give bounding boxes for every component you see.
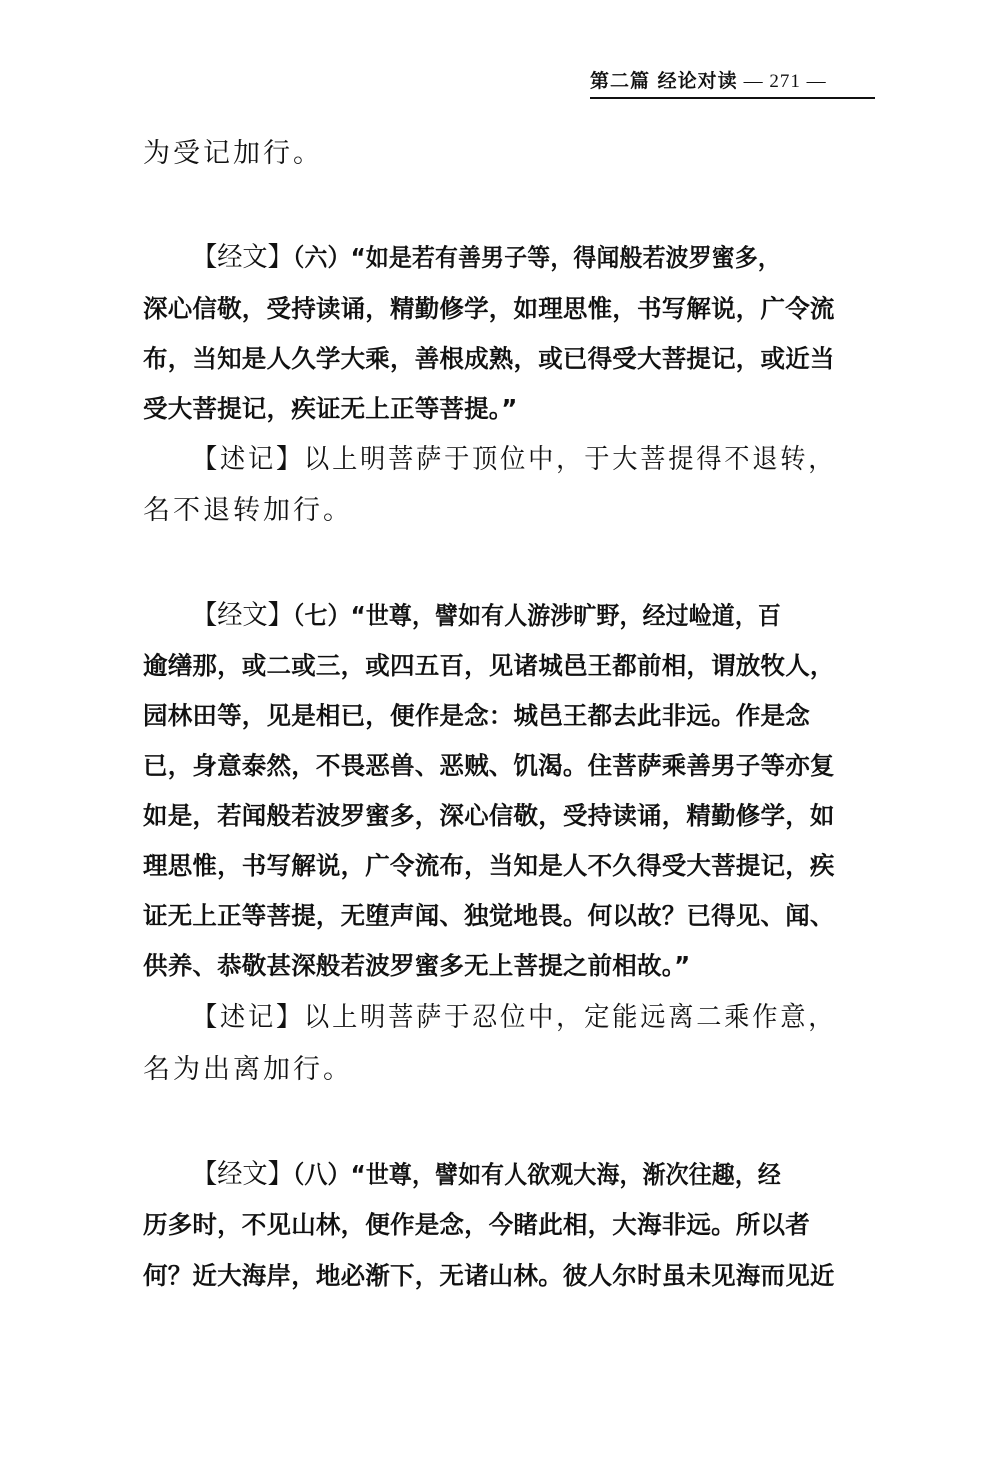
sutra-paragraph-7	[192, 596, 883, 636]
commentary-paragraph	[192, 998, 883, 1038]
text-line: 深心信敬，受持读诵，精勤修学，如理思惟，书写解说，广令流	[143, 294, 835, 323]
text-line: 证无上正等菩提，无堕声闻、独觉地畏。何以故？已得见、闻、	[143, 901, 835, 930]
text-line: 供养、恭敬甚深般若波罗蜜多无上菩提之前相故。”	[143, 951, 691, 980]
text-line: 为受记加行。	[143, 138, 323, 169]
text-line: 名为出离加行。	[143, 1054, 353, 1085]
text-line: 受大菩提记，疾证无上正等菩提。”	[143, 394, 518, 423]
running-header	[590, 66, 875, 99]
text-line: 逾缮那，或二或三，或四五百，见诸城邑王都前相，谓放牧人，	[143, 651, 835, 680]
sutra-paragraph-6	[192, 238, 883, 278]
text-line: （八）“世尊，譬如有人欲观大海，渐次往趣，经	[292, 1160, 781, 1189]
text-line: 如是，若闻般若波罗蜜多，深心信敬，受持读诵，精勤修学，如	[143, 801, 835, 830]
text-line: 历多时，不见山林，便作是念，今睹此相，大海非远。所以者	[143, 1210, 810, 1239]
sutra-paragraph-8	[192, 1155, 883, 1195]
commentary-paragraph	[192, 440, 883, 480]
text-line: 名不退转加行。	[143, 495, 353, 526]
text-line: （六）“如是若有善男子等，得闻般若波罗蜜多，	[292, 243, 781, 272]
chapter-title: 第二篇 经论对读	[590, 70, 738, 92]
text-line: 布，当知是人久学大乘，善根成熟，或已得受大菩提记，或近当	[143, 344, 835, 373]
commentary-tag: 【述记】	[192, 444, 305, 475]
text-line: 理思惟，书写解说，广令流布，当知是人不久得受大菩提记，疾	[143, 851, 835, 880]
sutra-tag: 【经文】	[192, 242, 293, 273]
text-line: 园林田等，见是相已，便作是念：城邑王都去此非远。作是念	[143, 701, 810, 730]
page-number: — 271 —	[743, 71, 827, 92]
text-line: （七）“世尊，譬如有人游涉旷野，经过崄道，百	[292, 601, 781, 630]
sutra-tag: 【经文】	[192, 600, 293, 631]
text-line: 以上明菩萨于忍位中，定能远离二乘作意，	[304, 1002, 837, 1033]
text-line: 已，身意泰然，不畏恶兽、恶贼、饥渴。住菩萨乘善男子等亦复	[143, 751, 835, 780]
text-line: 以上明菩萨于顶位中，于大菩提得不退转，	[304, 444, 837, 475]
sutra-tag: 【经文】	[192, 1159, 293, 1190]
commentary-tag: 【述记】	[192, 1002, 305, 1033]
text-line: 何？近大海岸，地必渐下，无诸山林。彼人尔时虽未见海而见近	[143, 1261, 835, 1290]
